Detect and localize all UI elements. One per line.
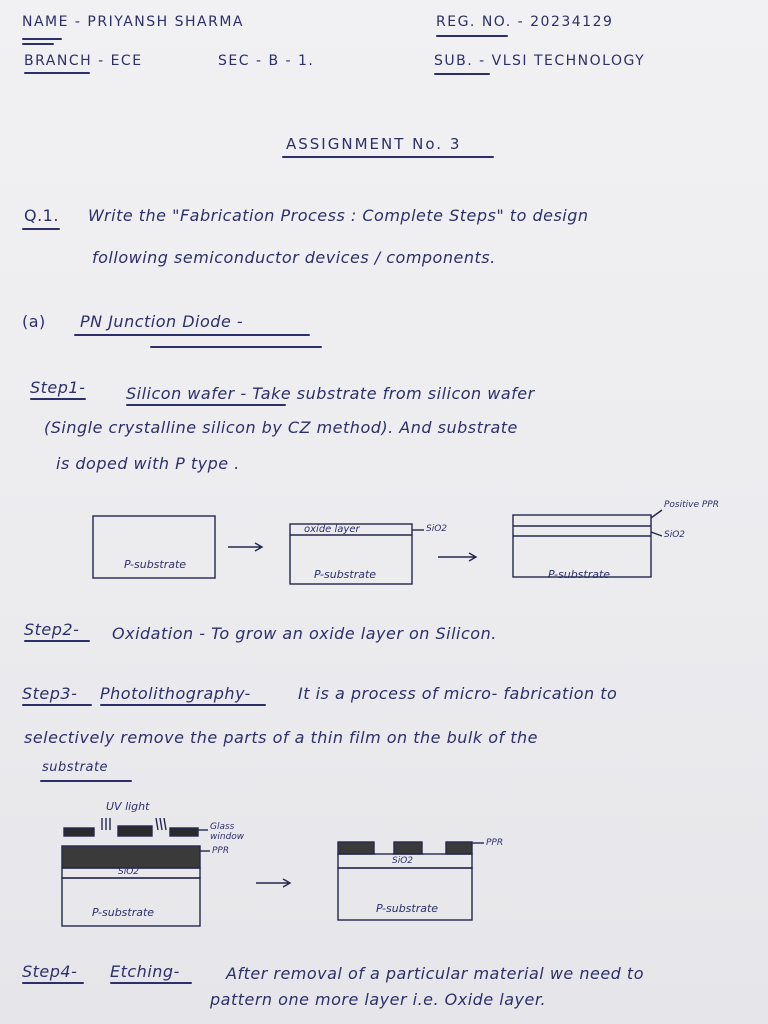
- step4-label-underline: [22, 982, 84, 984]
- step2-label: Step2-: [24, 620, 80, 639]
- ppr-right-label: PPR: [486, 838, 504, 848]
- arrow-icon-2: [438, 553, 476, 561]
- mask-block-3: [170, 828, 198, 836]
- ppr-block-right-1: [338, 842, 374, 854]
- ppr-block-right-3: [446, 842, 472, 854]
- ppr-block-right-2: [394, 842, 422, 854]
- uv-rays-left: [102, 818, 110, 830]
- part-title-underline: [74, 334, 310, 336]
- box3-ppr-callout: Positive PPR: [664, 500, 719, 510]
- uv-light-label: UV light: [106, 800, 150, 813]
- step3-label: Step3-: [22, 684, 78, 703]
- left-box-label: P-substrate: [92, 906, 155, 919]
- part-label: (a): [22, 312, 46, 331]
- box2-oxide-label: oxide layer: [304, 524, 360, 535]
- ppr-callout-line: [651, 510, 662, 518]
- assignment-title: ASSIGNMENT No. 3: [286, 135, 462, 153]
- step1-label-underline: [30, 398, 86, 400]
- reg-underline: [436, 35, 508, 37]
- mask-block-1: [64, 828, 94, 836]
- subject-underline: [434, 73, 490, 75]
- question-line-1: Write the "Fabrication Process : Complete Steps" to design: [88, 206, 589, 225]
- box3-label: P-substrate: [548, 568, 611, 581]
- title-underline: [282, 156, 494, 158]
- mask-block-2: [118, 826, 152, 836]
- box1-label: P-substrate: [124, 558, 187, 571]
- name-underline: [22, 38, 62, 40]
- silicon-wafer-underline: [126, 404, 286, 406]
- step4-line-1: After removal of a particular material we need to: [226, 964, 644, 983]
- subject: SUB. - VLSI TECHNOLOGY: [434, 53, 646, 69]
- step2-label-underline: [24, 640, 90, 642]
- ppr-layer-left: [62, 846, 200, 868]
- step1-label: Step1-: [30, 378, 86, 397]
- step1-line-3: is doped with P type .: [56, 454, 240, 473]
- part-title: PN Junction Diode -: [80, 312, 244, 331]
- student-name: NAME - PRIYANSH SHARMA: [22, 14, 244, 30]
- wafer-oxidation-diagram: [0, 490, 768, 600]
- step1-line-2: (Single crystalline silicon by CZ method). And substrate: [44, 418, 518, 437]
- branch-underline: [24, 72, 90, 74]
- glass-window-label: Glass window: [210, 822, 245, 842]
- branch: BRANCH - ECE: [24, 53, 143, 69]
- step3-heading: Photolithography-: [100, 684, 251, 703]
- right-box-label: P-substrate: [376, 902, 439, 915]
- ppr-left-label: PPR: [212, 846, 230, 856]
- box3-sio2-callout: SiO2: [664, 530, 686, 540]
- step4-heading: Etching-: [110, 962, 180, 981]
- step3-line-3: substrate: [42, 760, 109, 775]
- box2-sio2-callout: SiO2: [426, 524, 448, 534]
- substrate-underline: [40, 780, 132, 782]
- step4-line-2: pattern one more layer i.e. Oxide layer.: [210, 990, 547, 1009]
- step2-text: Oxidation - To grow an oxide layer on Silicon.: [112, 624, 497, 643]
- step3-heading-underline: [100, 704, 266, 706]
- sio2-left-label: SiO2: [118, 867, 140, 877]
- step3-line-2: selectively remove the parts of a thin film on the bulk of the: [24, 728, 538, 747]
- part-title-underline-2: [150, 346, 322, 348]
- question-underline: [22, 228, 60, 230]
- sio2-callout-line-3: [651, 532, 662, 536]
- step3-label-underline: [22, 704, 92, 706]
- step1-line-1: Silicon wafer - Take substrate from silicon wafer: [126, 384, 535, 403]
- box2-label: P-substrate: [314, 568, 377, 581]
- step3-line-1: It is a process of micro- fabrication to: [298, 684, 618, 703]
- section: SEC - B - 1.: [218, 53, 315, 69]
- step4-heading-underline: [110, 982, 192, 984]
- question-number: Q.1.: [24, 206, 59, 225]
- uv-rays-right: [156, 818, 166, 830]
- sio2-right-label: SiO2: [392, 856, 414, 866]
- registration-number: REG. NO. - 20234129: [436, 14, 614, 30]
- step4-label: Step4-: [22, 962, 78, 981]
- arrow-icon-3: [256, 879, 290, 887]
- arrow-icon: [228, 543, 262, 551]
- question-line-2: following semiconductor devices / components.: [92, 248, 496, 267]
- name-underline-2: [22, 43, 54, 45]
